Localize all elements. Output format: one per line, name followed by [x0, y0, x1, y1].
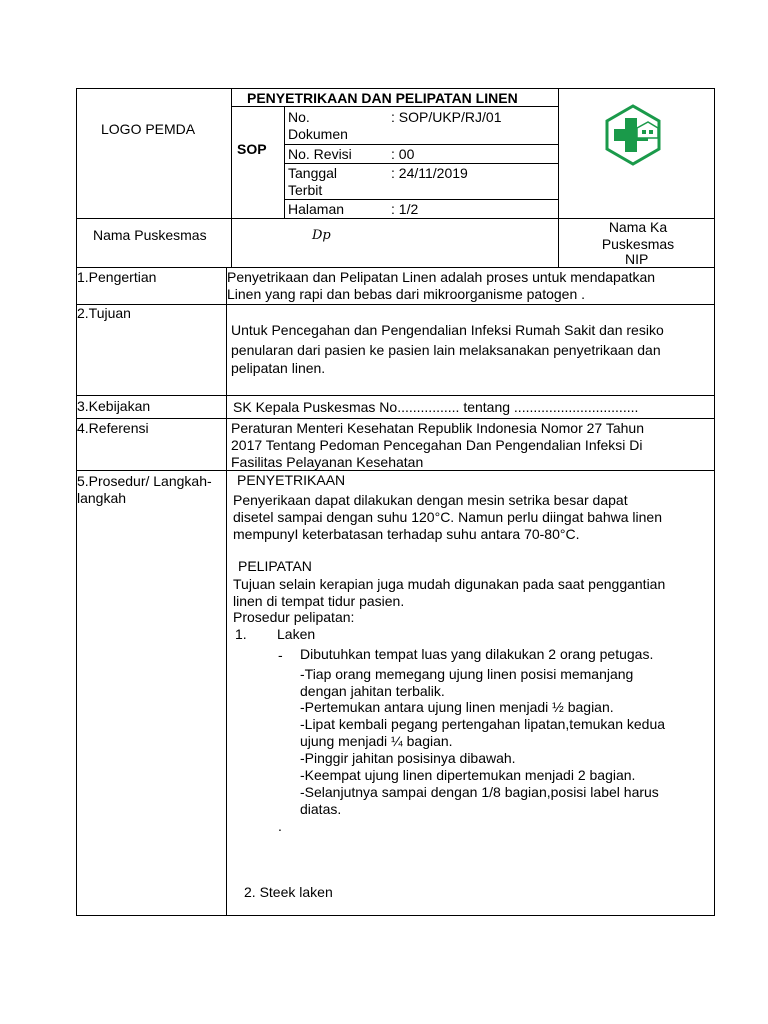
- step-line: ujung menjadi ¼ bagian.: [300, 733, 453, 749]
- sub-dash: -: [278, 647, 283, 663]
- pelipatan-line3: Prosedur pelipatan:: [233, 609, 355, 625]
- item2-steek-laken: 2. Steek laken: [244, 884, 333, 900]
- page-label: Halaman: [288, 201, 345, 217]
- pelipatan-line1: Tujuan selain kerapian juga mudah digunakan pada saat penggantian: [233, 576, 666, 592]
- sub-step-1: Dibutuhkan tempat luas yang dilakukan 2 orang petugas.: [300, 646, 654, 662]
- heading-penyetrikaan: PENYETRIKAAN: [237, 472, 346, 488]
- nama-puskesmas: Nama Puskesmas: [93, 227, 207, 243]
- step-line: -Lipat kembali pegang pertengahan lipatan,temukan kedua: [300, 716, 666, 732]
- issued-date-label: Tanggal Terbit: [288, 165, 338, 198]
- penyetrikaan-line2: disetel sampai dengan suhu 120°C. Namun perlu diingat bahwa linen: [233, 509, 662, 525]
- referensi-label: 4.Referensi: [77, 420, 149, 436]
- step-line: -Keempat ujung linen dipertemukan menjadi 2 bagian.: [300, 767, 636, 783]
- doc-number-value: : SOP/UKP/RJ/01: [391, 109, 502, 125]
- step-line: diatas.: [300, 801, 342, 817]
- prosedur-label: 5.Prosedur/ Langkah-: [77, 473, 212, 489]
- tujuan-line2: penularan dari pasien ke pasien lain melaksanakan penyetrikaan dan: [231, 342, 661, 358]
- kebijakan-label: 3.Kebijakan: [77, 398, 151, 414]
- revision-label: No. Revisi: [288, 146, 352, 162]
- heading-pelipatan: PELIPATAN: [238, 558, 312, 574]
- page-value: : 1/2: [391, 201, 419, 217]
- item1-number: 1.: [235, 626, 247, 642]
- pelipatan-line2: linen di tempat tidur pasien.: [233, 593, 405, 609]
- step-line: -Selanjutnya sampai dengan 1/8 bagian,posisi label harus: [300, 784, 659, 800]
- nip-label: NIP: [625, 251, 649, 267]
- signature: Dp: [312, 228, 331, 243]
- pengertian-line1: Penyetrikaan dan Pelipatan Linen adalah proses untuk mendapatkan: [227, 269, 656, 285]
- trailing-dot: .: [278, 818, 282, 834]
- step-line: dengan jahitan terbalik.: [300, 683, 445, 699]
- item1-label: Laken: [277, 626, 316, 642]
- pengertian-line2: Linen yang rapi dan bebas dari mikroorganisme patogen .: [227, 286, 586, 302]
- nama-ka-puskesmas: Nama Ka Puskesmas: [601, 219, 675, 252]
- penyetrikaan-line1: Penyerikaan dapat dilakukan dengan mesin setrika besar dapat: [233, 492, 628, 508]
- step-line: -Pertemukan antara ujung linen menjadi ½ bagian.: [300, 699, 614, 715]
- doc-number-label: No. Dokumen: [288, 109, 348, 142]
- kebijakan-text: SK Kepala Puskesmas No................ tentang ................................: [233, 399, 639, 415]
- puskesmas-logo-icon: [604, 104, 662, 166]
- referensi-line1: Peraturan Menteri Kesehatan Republik Indonesia Nomor 27 Tahun: [231, 420, 644, 436]
- prosedur-label-cont: langkah: [77, 490, 127, 506]
- issued-date-value: : 24/11/2019: [391, 165, 468, 181]
- referensi-line2: 2017 Tentang Pedoman Pencegahan Dan Pengendalian Infeksi Di: [231, 437, 643, 453]
- tujuan-line3: pelipatan linen.: [231, 360, 326, 376]
- step-line: -Tiap orang memegang ujung linen posisi memanjang: [300, 666, 634, 682]
- logo-pemda: LOGO PEMDA: [101, 121, 196, 137]
- step-line: -Pinggir jahitan posisinya dibawah.: [300, 750, 516, 766]
- penyetrikaan-line3: mempunyI keterbatasan terhadap suhu antara 70-80°C.: [233, 526, 580, 542]
- sop-label: SOP: [237, 141, 267, 157]
- tujuan-label: 2.Tujuan: [77, 305, 131, 321]
- tujuan-line1: Untuk Pencegahan dan Pengendalian Infeksi Rumah Sakit dan resiko: [231, 322, 664, 338]
- document-title: PENYETRIKAAN DAN PELIPATAN LINEN: [247, 90, 518, 106]
- pengertian-label: 1.Pengertian: [77, 269, 157, 285]
- referensi-line3: Fasilitas Pelayanan Kesehatan: [231, 454, 424, 470]
- revision-value: : 00: [391, 146, 415, 162]
